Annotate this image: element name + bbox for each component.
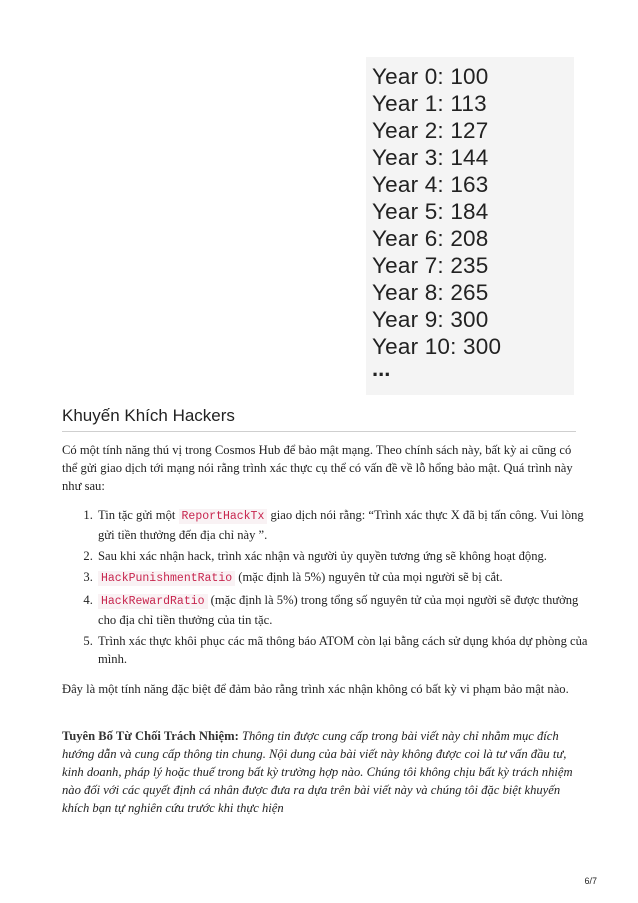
disclaimer-label: Tuyên Bố Từ Chối Trách Nhiệm:	[62, 729, 239, 743]
year-line: Year 7: 235	[372, 253, 489, 278]
list-item: 2. Sau khi xác nhận hack, trình xác nhận và người ủy quyền tương ứng sẽ không hoạt động.	[96, 547, 592, 565]
list-item	[96, 568, 592, 588]
step-text: giao dịch nói rằng: “Trình xác thực X đã bị tấn công. Vui lòng gửi tiền thưởng đến địa chỉ này ”.	[98, 508, 584, 542]
list-item	[96, 506, 592, 544]
intro-paragraph: Có một tính năng thú vị trong Cosmos Hub để bảo mật mạng. Theo chính sách này, bất kỳ ai cũng có thể gửi giao dịch tới mạng nói rằng trình xác thực cụ thể có vấn đề về lỗ hổng bảo mật. Quá trình này như sau:	[62, 443, 573, 493]
step-text: (mặc định là 5%) trong tổng số nguyên tử của mọi người sẽ được thưởng cho địa chỉ tiền thưởng của tin tặc.	[98, 593, 579, 627]
process-steps-list	[80, 506, 592, 671]
disclaimer-paragraph	[62, 727, 578, 817]
year-values-image	[366, 57, 574, 395]
section-heading: Khuyến Khích Hackers	[62, 406, 235, 425]
inline-code: HackPunishmentRatio	[98, 571, 235, 586]
inline-code: ReportHackTx	[179, 509, 268, 524]
year-line: Year 4: 163	[372, 172, 489, 197]
year-line: Year 10: 300	[372, 334, 502, 359]
year-line: Year 2: 127	[372, 118, 489, 143]
list-item: 5. Trình xác thực khôi phục các mã thông báo ATOM còn lại bằng cách sử dụng khóa dự phòng của mình.	[96, 632, 592, 668]
step-text: (mặc định là 5%) nguyên tử của mọi người sẽ bị cắt.	[235, 570, 503, 584]
year-line: Year 5: 184	[372, 199, 489, 224]
year-line: Year 6: 208	[372, 226, 489, 251]
page-number: 6/7	[584, 876, 597, 886]
year-line: Year 1: 113	[372, 91, 487, 116]
heading-divider	[62, 431, 576, 432]
disclaimer-text: Thông tin được cung cấp trong bài viết này chỉ nhằm mục đích hướng dẫn và cung cấp thông tin chung. Nội dung của bài viết này không được coi là tư vấn đầu tư, kinh doanh, pháp lý hoặc thuế trong bất kỳ trường hợp nào. Chúng tôi không chịu bất kỳ trách nhiệm nào đối với các quyết định cá nhân được đưa ra dựa trên bài viết này và chúng tôi đặc biệt khuyến khích bạn tự nghiên cứu trước khi thực hiện	[62, 729, 573, 815]
year-line: Year 8: 265	[372, 280, 489, 305]
year-line: Year 3: 144	[372, 145, 489, 170]
inline-code: HackRewardRatio	[98, 594, 208, 609]
step-text: Tin tặc gửi một	[98, 508, 179, 522]
year-ellipsis: ...	[372, 356, 391, 381]
list-item	[96, 591, 592, 629]
closing-paragraph: Đây là một tính năng đặc biệt để đảm bảo rằng trình xác nhận không có bất kỳ vi phạm bảo mật nào.	[62, 682, 569, 696]
year-line: Year 0: 100	[372, 64, 489, 89]
year-line: Year 9: 300	[372, 307, 489, 332]
